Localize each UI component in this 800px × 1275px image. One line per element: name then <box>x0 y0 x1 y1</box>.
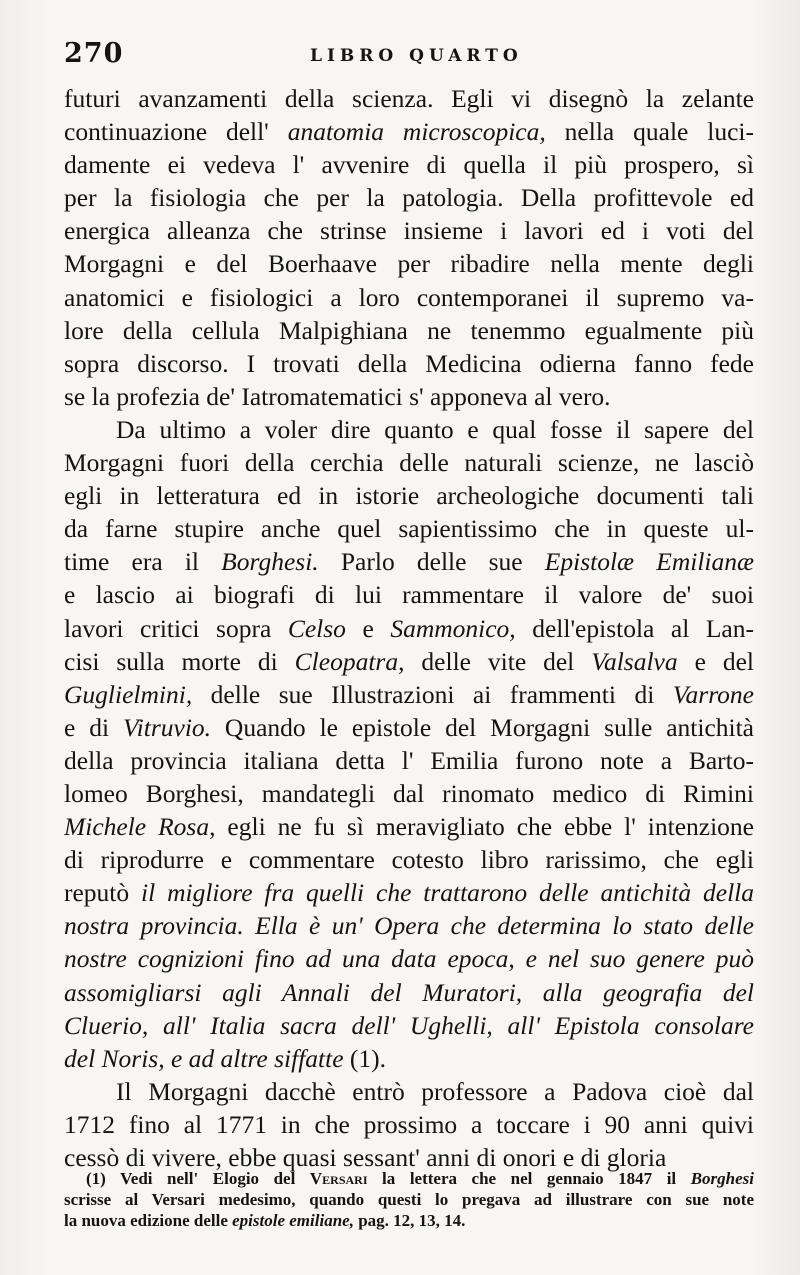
page-number: 270 <box>64 38 124 69</box>
text-line: e di Vitruvio. Quando le epistole del Morgagni sulle antichità <box>64 712 754 742</box>
text-line: di riprodurre e commentare cotesto libro rarissimo, che egli <box>64 845 754 875</box>
text-line: nostre cognizioni fino ad una data epoca, e nel suo genere può <box>64 944 754 974</box>
text-line: egli in letteratura ed in istorie archeologiche documenti tali <box>64 481 754 511</box>
text-line: Michele Rosa, egli ne fu sì meravigliato che ebbe l' intenzione <box>64 812 754 842</box>
text-line: continuazione dell' anatomia microscopica, nella quale luci- <box>64 117 754 147</box>
text-line: nostra provincia. Ella è un' Opera che determina lo stato delle <box>64 911 754 941</box>
text-line: energica alleanza che strinse insieme i lavori ed i voti del <box>64 216 754 246</box>
text-line: Da ultimo a voler dire quanto e qual fosse il sapere del <box>116 414 754 444</box>
text-line: lomeo Borghesi, mandategli dal rinomato medico di Rimini <box>64 778 754 808</box>
text-line: della provincia italiana detta l' Emilia furono note a Barto- <box>64 745 754 775</box>
text-line: lavori critici sopra Celso e Sammonico, dell'epistola al Lan- <box>64 613 754 643</box>
text-line: lore della cellula Malpighiana ne tenemmo egualmente più <box>64 315 754 345</box>
text-line: per la fisiologia che per la patologia. Della profittevole ed <box>64 183 754 213</box>
text-line: cisi sulla morte di Cleopatra, delle vite del Valsalva e del <box>64 646 754 676</box>
text-line: se la profezia de' Iatromatematici s' apponeva al vero. <box>64 381 611 411</box>
footnote-line: (1) Vedi nell' Elogio del Versari la lettera che nel gennaio 1847 il Borghesi <box>86 1169 754 1188</box>
page-header <box>64 38 754 74</box>
running-head: LIBRO QUARTO <box>310 46 523 66</box>
text-line: damente ei vedeva l' avvenire di quella il più prospero, sì <box>64 150 754 180</box>
text-line: Cluerio, all' Italia sacra dell' Ughelli, all' Epistola consolare <box>64 1010 754 1040</box>
text-line: anatomici e fisiologici a loro contemporanei il supremo va- <box>64 282 754 312</box>
text-line: sopra discorso. I trovati della Medicina odierna fanno fede <box>64 348 754 378</box>
text-line: assomigliarsi agli Annali del Muratori, alla geografia del <box>64 977 754 1007</box>
footnotes <box>64 1168 754 1231</box>
text-line: reputò il migliore fra quelli che trattarono delle antichità della <box>64 878 754 908</box>
text-line: Morgagni fuori della cerchia delle naturali scienze, ne lasciò <box>64 448 754 478</box>
body-text <box>64 82 754 1174</box>
text-line: del Noris, e ad altre siffatte (1). <box>64 1043 387 1073</box>
text-line: time era il Borghesi. Parlo delle sue Epistolæ Emilianæ <box>64 547 754 577</box>
text-line: e lascio ai biografi di lui rammentare il valore de' suoi <box>64 580 754 610</box>
footnote-line: scrisse al Versari medesimo, quando questi lo pregava ad illustrare con sue note <box>64 1190 754 1209</box>
text-line: futuri avanzamenti della scienza. Egli vi disegnò la zelante <box>64 84 754 113</box>
text-line: Il Morgagni dacchè entrò professore a Padova cioè dal <box>116 1076 754 1106</box>
text-line: da farne stupire anche quel sapientissimo che in queste ul- <box>64 514 754 544</box>
footnote-line: la nuova edizione delle epistole emiliane, pag. 12, 13, 14. <box>64 1211 466 1230</box>
text-line: 1712 fino al 1771 in che prossimo a toccare i 90 anni quivi <box>64 1109 754 1139</box>
text-line: Morgagni e del Boerhaave per ribadire nella mente degli <box>64 249 754 279</box>
text-line: Guglielmini, delle sue Illustrazioni ai frammenti di Varrone <box>64 679 754 709</box>
text-line: cessò di vivere, ebbe quasi sessant' anni di onori e di gloria <box>64 1143 667 1172</box>
